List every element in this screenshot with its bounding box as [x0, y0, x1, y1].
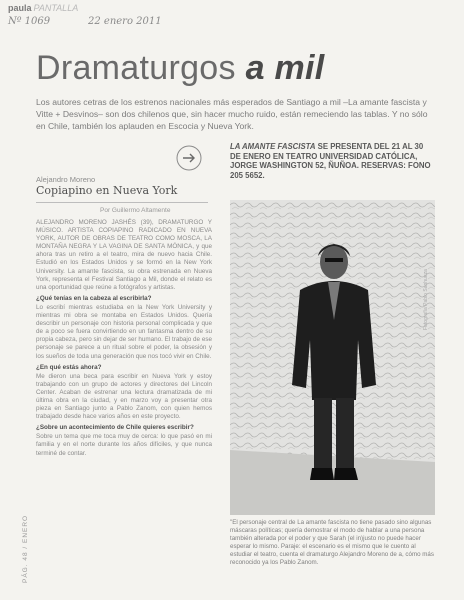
- lead-paragraph: Los autores cetras de los estrenos nacionales más esperados de Santiago a mil –La amante fascista y Vitte + Desvinos– son dos chilenos que, sin hacer mucho ruido, están remeciendo las tablas. Y no sólo en Chile, también los aplauden en Escocia y Nueva York.: [36, 97, 428, 131]
- photo-credit: Fotografía Pablo Sanhueza: [423, 269, 429, 330]
- arrow-right-icon: [176, 145, 202, 171]
- answer-3: Sobre un tema que me toca muy de cerca: lo que pasó en mi familia y en el norte durante los años difíciles, y que nunca terminé de contar.: [36, 433, 212, 457]
- question-1: ¿Qué tenías en la cabeza al escribirla?: [36, 294, 152, 302]
- handwritten-issue: Nº 1069: [8, 16, 51, 27]
- question-3: ¿Sobre un acontecimiento de Chile quieres escribir?: [36, 424, 194, 432]
- vertical-margin-text: PÁG. 48 / ENERO: [22, 514, 29, 583]
- caption-details: SE PRESENTA DEL 21 AL 30 DE ENERO EN TEATRO UNIVERSIDAD CATÓLICA, JORGE WASHINGTON 52, ÑUÑOA. RESERVAS: FONO 205 5652.: [230, 142, 431, 180]
- answer-2: Me dieron una beca para escribir en Nueva York y estoy trabajando con un grupo de actores y directores del Lincoln Center. Acaban de estrenar una lectura dramatizada de mi última obra en la ciudad, y en marzo voy a presentar otra pieza en Santiago junto a Pablo Zanom, con quien hemos trabajado desde hace varios años en este proyecto.: [36, 372, 212, 421]
- masthead: [8, 3, 78, 13]
- section-name: PANTALLA: [33, 3, 79, 13]
- portrait-photo: [230, 200, 435, 515]
- article-title: [36, 49, 325, 88]
- divider: [36, 202, 208, 203]
- subheading: Copiapino en Nueva York: [36, 184, 178, 197]
- body-intro: ALEJANDRO MORENO JASHÉS (39), DRAMATURGO Y MÚSICO. ARTISTA COPIAPINO RADICADO EN NUEVA YORK, AUTOR DE OBRAS DE TEATRO COMO MOSCA, LA MONTAÑA NEGRA Y LA VAGINA DE SANTA MÓNICA, y que ahora tras un retiro a el teatro, mira de nuevo hacia Chile. Estudió en los Estados Unidos y se formó en la New York University. La amante fascista, su obra estrenada en Nueva York, representa el Festival Santiago a Mil, donde el relato es una oportunidad que reúne a fotógrafos y artistas.: [36, 219, 212, 291]
- handwritten-date: 22 enero 2011: [88, 16, 162, 27]
- photo-caption-bottom: "El personaje central de La amante fascista no tiene pasado sino algunas máscaras políticas; quería demostrar el modo de hablar a una persona también alterada por el poder y que Sarah (el in)justo no puede hacer esperar lo mismo. Paraje: el escenario es el mismo que le cuento al estudiar el teatro, cuenta el dramaturgo Alejandro Moreno de a, cómo más reconocido ya los Pablo Zanom.: [230, 519, 434, 566]
- question-2: ¿En qué estás ahora?: [36, 363, 102, 371]
- answer-1: Lo escribí mientras estudiaba en la New York University y mientras mi obra se montaba en Estados Unidos. Quería describir un personaje con historia personal complicada y que de a poco se fuera convirtiendo en un fantasma dentro de su propia cabeza, pero sin dejar de ser humano. El trabajo de ese personaje se parece a un ritual sobre el poder, la obsesión y los sueños de toda una generación que nos tocó vivir en Chile.: [36, 303, 212, 360]
- article-body: [36, 219, 212, 459]
- title-plain: Dramaturgos: [36, 49, 246, 87]
- brand-name: paula: [8, 3, 32, 13]
- caption-play-title: LA AMANTE FASCISTA: [230, 142, 316, 151]
- title-accent: a mil: [245, 49, 325, 87]
- byline-credit: Por Guillermo Altamente: [100, 207, 171, 214]
- photo-caption-top: [230, 142, 435, 180]
- author-name: Alejandro Moreno: [36, 175, 96, 184]
